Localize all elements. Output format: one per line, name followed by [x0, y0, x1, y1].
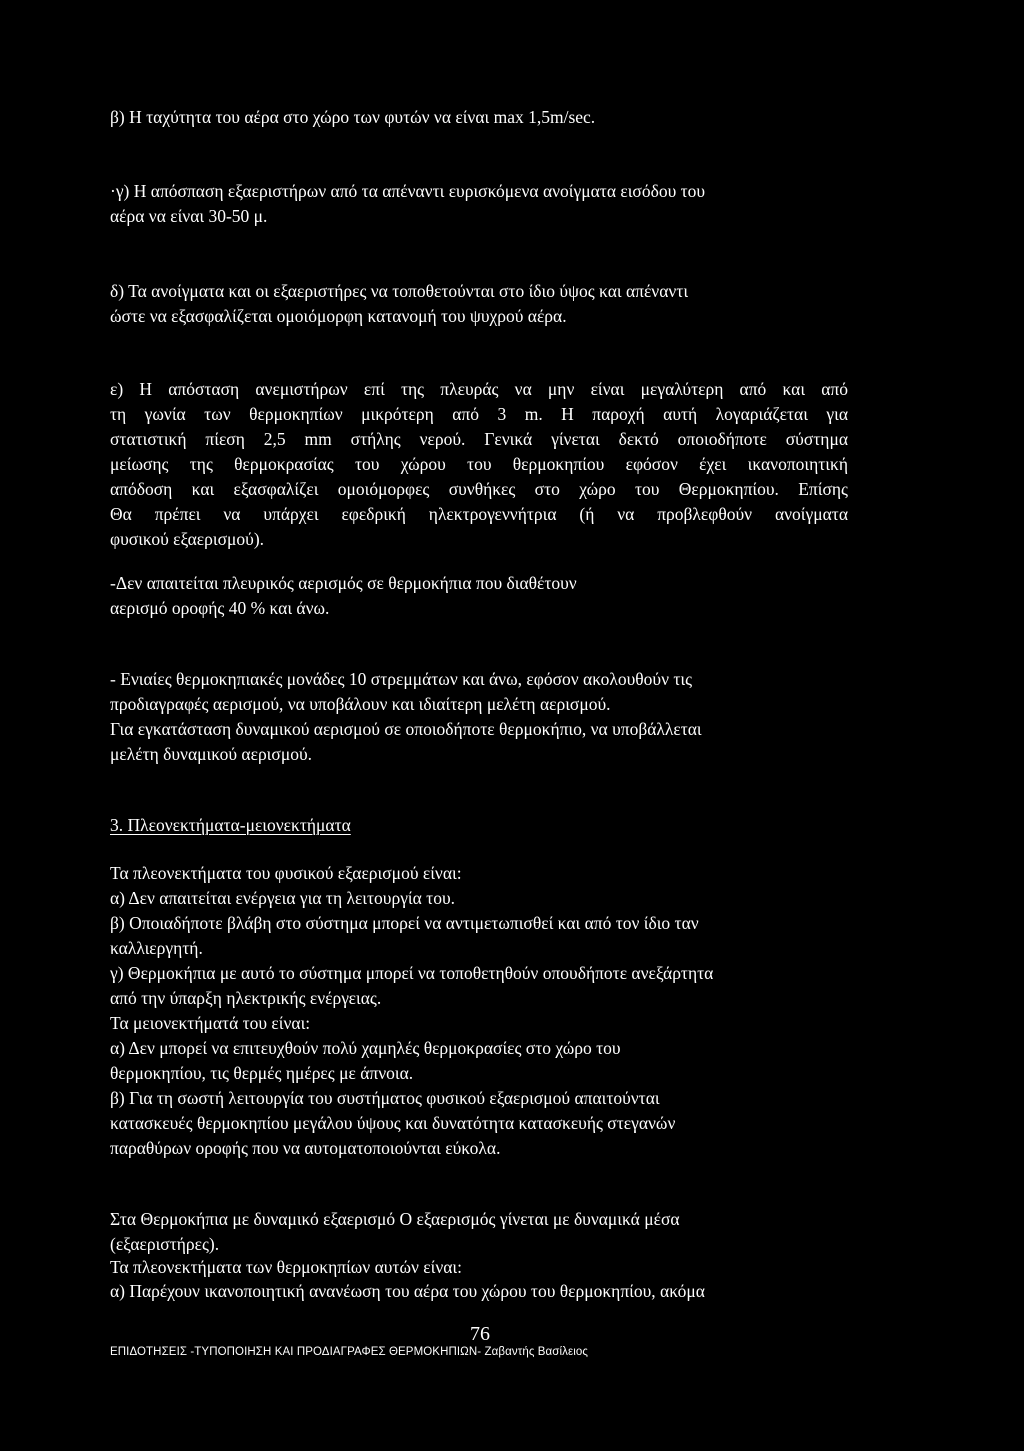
bullet-units-line-2: προδιαγραφές αερισμού, να υποβάλουν και ιδιαίτερη μελέτη αερισμού.: [110, 694, 611, 714]
paragraph-delta-line-2: ώστε να εξασφαλίζεται ομοιόμορφη κατανομή του ψυχρού αέρα.: [110, 306, 567, 326]
bullet-side-ventilation-line-1: -Δεν απαιτείται πλευρικός αερισμός σε θερμοκήπια που διαθέτουν: [110, 573, 577, 593]
paragraph-epsilon-line-3: στατιστική πίεση 2,5 mm στήλης νερού. Γενικά γίνεται δεκτό οποιοδήποτε σύστημα: [110, 429, 848, 449]
dynamic-section-line-2: (εξαεριστήρες).: [110, 1234, 220, 1254]
section-heading: 3. Πλεονεκτήματα-μειονεκτήματα: [110, 815, 351, 835]
advantage-c-line-1: γ) Θερμοκήπια με αυτό το σύστημα μπορεί να τοποθετηθούν οπουδήποτε ανεξάρτητα: [110, 963, 714, 983]
advantage-c-line-2: από την ύπαρξη ηλεκτρικής ενέργειας.: [110, 988, 382, 1008]
advantages-intro: Τα πλεονεκτήματα του φυσικού εξαερισμού είναι:: [110, 863, 462, 883]
disadvantage-b-line-1: β) Για τη σωστή λειτουργία του συστήματος φυσικού εξαερισμού απαιτούνται: [110, 1088, 660, 1108]
advantage-b-line-1: β) Οποιαδήποτε βλάβη στο σύστημα μπορεί να αντιμετωπισθεί και από τον ίδιο ταν: [110, 913, 699, 933]
paragraph-epsilon-line-2: τη γωνία των θερμοκηπίων μικρότερη από 3 m. Η παροχή αυτή λογαριάζεται για: [110, 404, 848, 424]
paragraph-gamma-line-1: ·γ) Η απόσπαση εξαεριστήρων από τα απέναντι ευρισκόμενα ανοίγματα εισόδου του: [110, 181, 706, 201]
disadvantage-a-line-1: α) Δεν μπορεί να επιτευχθούν πολύ χαμηλές θερμοκρασίες στο χώρο του: [110, 1038, 621, 1058]
paragraph-beta-line-1: β) Η ταχύτητα του αέρα στο χώρο των φυτών να είναι max 1,5m/sec.: [110, 107, 596, 127]
bullet-units-line-1: - Ενιαίες θερμοκηπιακές μονάδες 10 στρεμμάτων και άνω, εφόσον ακολουθούν τις: [110, 669, 693, 689]
bullet-side-ventilation-line-2: αερισμό οροφής 40 % και άνω.: [110, 598, 330, 618]
dynamic-section-line-1: Στα Θερμοκήπια με δυναμικό εξαερισμό Ο εξαερισμός γίνεται με δυναμικά μέσα: [110, 1209, 680, 1229]
disadvantage-b-line-2: κατασκευές θερμοκηπίου μεγάλου ύψους και δυνατότητα κατασκευής στεγανών: [110, 1113, 676, 1133]
dynamic-advantages-intro: Τα πλεονεκτήματα των θερμοκηπίων αυτών είναι:: [110, 1257, 462, 1277]
dynamic-ventilation-line-2: μελέτη δυναμικού αερισμού.: [110, 744, 312, 764]
disadvantage-a-line-2: θερμοκηπίου, τις θερμές ημέρες με άπνοια.: [110, 1063, 414, 1083]
paragraph-gamma-line-2: αέρα να είναι 30-50 μ.: [110, 206, 268, 226]
advantage-a: α) Δεν απαιτείται ενέργεια για τη λειτουργία του.: [110, 888, 456, 908]
dynamic-ventilation-line-1: Για εγκατάσταση δυναμικού αερισμού σε οποιοδήποτε θερμοκήπιο, να υποβάλλεται: [110, 719, 702, 739]
paragraph-epsilon-line-4: μείωσης της θερμοκρασίας του χώρου του θερμοκηπίου εφόσον έχει ικανοποιητική: [110, 454, 848, 474]
dynamic-advantage-a: α) Παρέχουν ικανοποιητική ανανέωση του αέρα του χώρου του θερμοκηπίου, ακόμα: [110, 1281, 705, 1301]
advantage-b-line-2: καλλιεργητή.: [110, 938, 203, 958]
paragraph-epsilon-line-6: Θα πρέπει να υπάρχει εφεδρική ηλεκτρογεννήτρια (ή να προβλεφθούν ανοίγματα: [110, 504, 848, 524]
page-number: 76: [470, 1323, 490, 1345]
disadvantages-intro: Τα μειονεκτήματά του είναι:: [110, 1013, 311, 1033]
page-footer: ΕΠΙΔΟΤΗΣΕΙΣ -ΤΥΠΟΠΟΙΗΣΗ ΚΑΙ ΠΡΟΔΙΑΓΡΑΦΕΣ ΘΕΡΜΟΚΗΠΙΩΝ- Ζαβαντής Βασίλειος: [110, 1346, 589, 1358]
paragraph-epsilon-line-1: ε) Η απόσταση ανεμιστήρων επί της πλευράς να μην είναι μεγαλύτερη από και από: [110, 379, 848, 399]
disadvantage-b-line-3: παραθύρων οροφής που να αυτοματοποιούνται εύκολα.: [110, 1138, 501, 1158]
paragraph-epsilon-line-5: απόδοση και εξασφαλίζει ομοιόμορφες συνθήκες στο χώρο του Θερμοκηπίου. Επίσης: [110, 479, 848, 499]
paragraph-delta-line-1: δ) Τα ανοίγματα και οι εξαεριστήρες να τοποθετούνται στο ίδιο ύψος και απέναντι: [110, 281, 689, 301]
paragraph-epsilon-line-7: φυσικού εξαερισμού).: [110, 529, 265, 549]
